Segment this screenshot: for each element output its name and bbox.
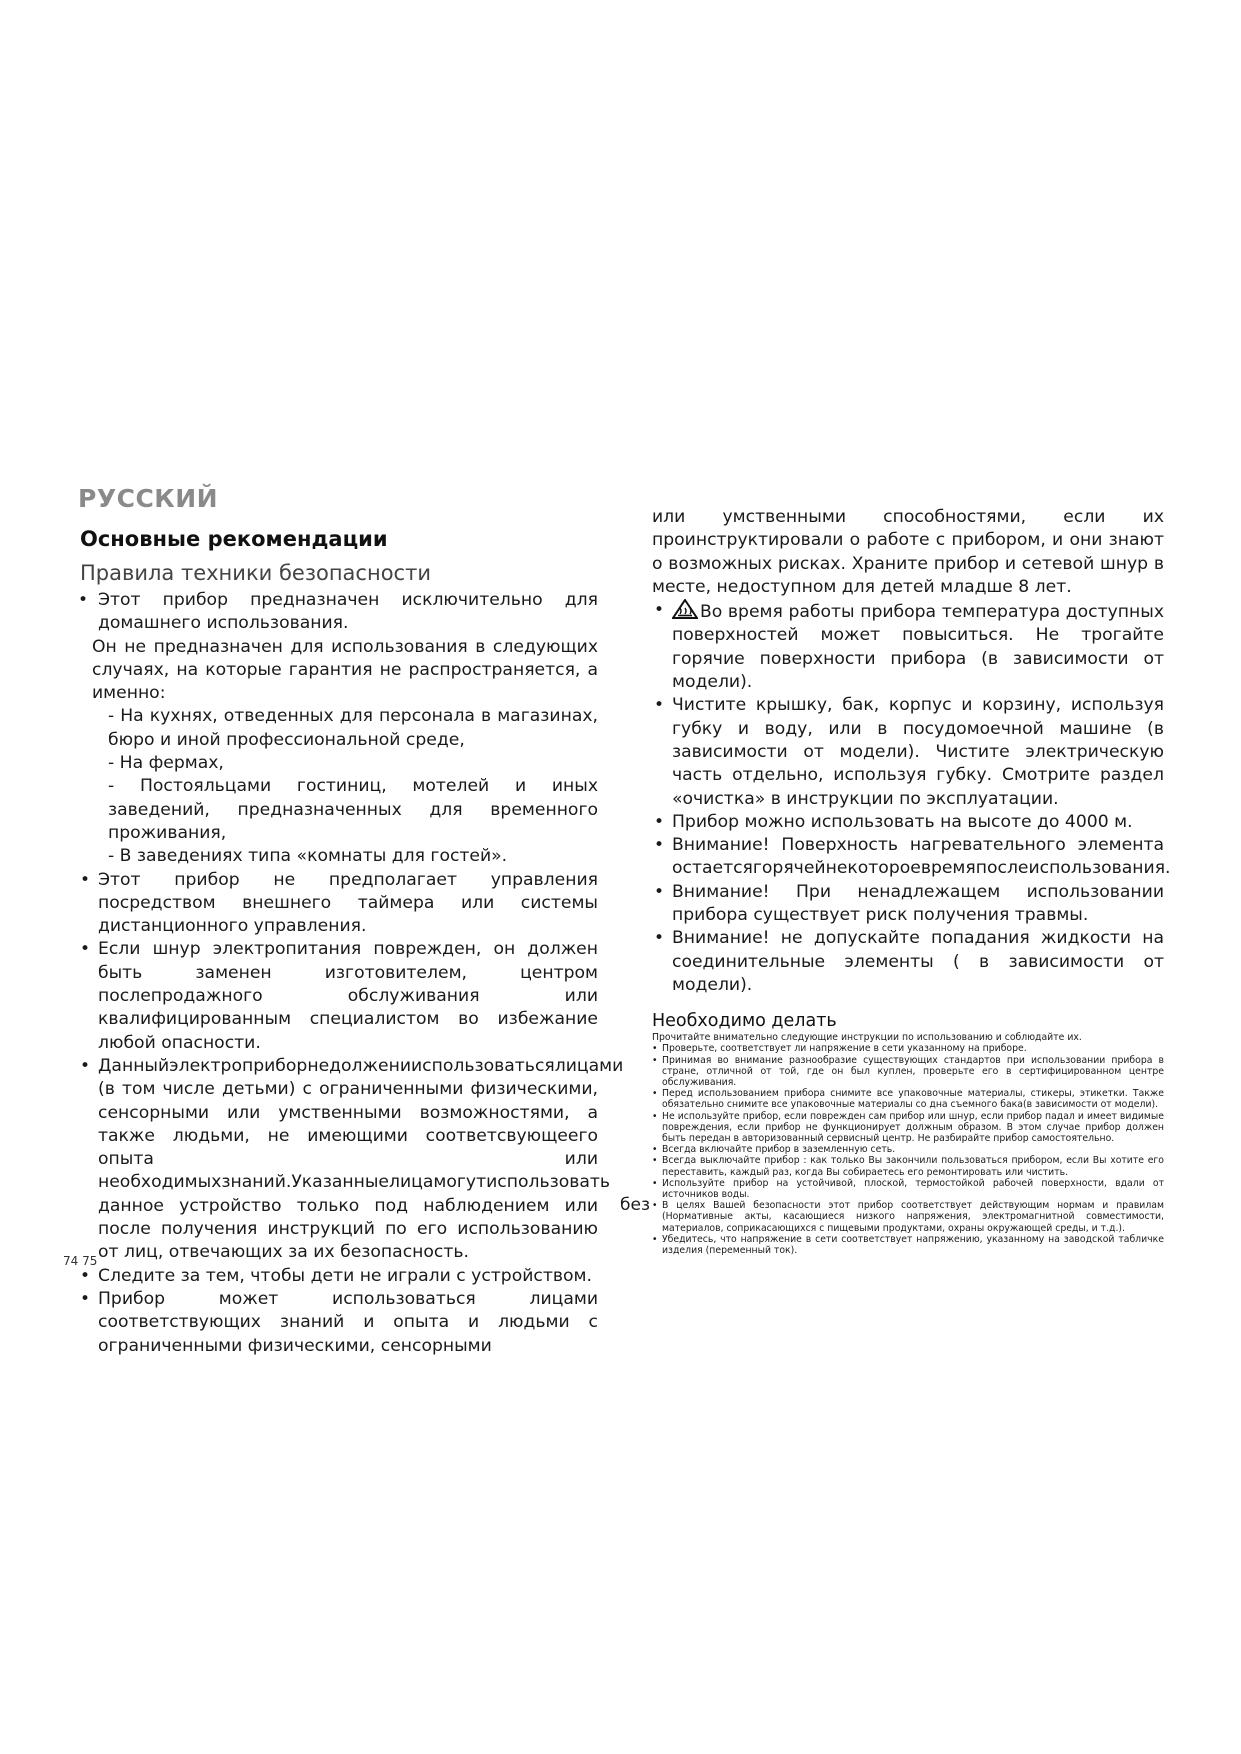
right-column — [652, 506, 1171, 1257]
continued-paragraph: или умственными способностями, если их проинструктировали о работе с прибором, и они знают о возможных рисках. Храните прибор и сетевой шнур в месте, недоступном для детей младше 8 лет. — [652, 507, 1164, 597]
hot-surfaces-text: Во время работы прибора температура доступных поверхностей может повыситься. Не трогайте горячие поверхности прибора (в зависимости от модели). — [672, 602, 1164, 693]
bullet-cleaning: • Чистите крышку, бак, корпус и корзину, используя губку и воду, или в посудомоечной машине (в зависимости от модели). Чистите электрическую часть отдельно, используя губку. Смотрите раздел «очистка» в инструкции по эксплуатации. — [652, 694, 1164, 810]
must-do-item: • Убедитесь, что напряжение в сети соответствует напряжению, указанному на заводской табличке изделия (переменный ток). — [652, 1234, 1164, 1256]
section-title: Основные рекомендации — [80, 527, 388, 551]
language-heading: РУССКИЙ — [78, 484, 219, 513]
must-do-intro: Прочитайте внимательно следующие инструкции по использованию и соблюдайте их. — [652, 1032, 1082, 1044]
must-do-item: • Всегда выключайте прибор : как только Вы закончили пользоваться прибором, если Вы хотите его переставить, каждый раз, когда Вы собираетесь его ремонтировать или чистить. — [652, 1155, 1164, 1177]
bullet-children-play: • Следите за тем, чтобы дети не играли с устройством. — [78, 1265, 598, 1288]
bullet-hot-surfaces — [652, 599, 1164, 694]
bullet-limited-capabilities: • Данныйэлектроприборнедолженииспользоватьсялицами (в том числе детьми) с ограниченными физическими, сенсорными или умственными возможностями, а также людьми, не имеющими соответсвующеего опыта или необходимыхзнаний.Указанныелицамогутиспользовать данное устройство только под наблюдением или после получения инструкций по его использованию от лиц, отвечающих за их безопасность. — [78, 1055, 598, 1265]
page-number: 74 75 — [63, 1254, 98, 1268]
margin-word: без — [620, 1195, 650, 1215]
bullet-household-use: • Этот прибор предназначен исключительно для домашнего использования. — [78, 589, 598, 636]
bullet-external-timer: • Этот прибор не предполагает управления посредством внешнего таймера или системы дистанционного управления. — [78, 869, 598, 939]
must-do-item: • Проверьте, соответствует ли напряжение в сети указанному на приборе. — [652, 1043, 1164, 1054]
paragraph-not-intended: Он не предназначен для использования в следующих случаях, на которые гарантия не распространяется, а именно: — [92, 636, 598, 704]
dash-item-hotels: - Постояльцами гостиниц, мотелей и иных заведений, предназначенных для временного проживания, — [108, 776, 598, 843]
must-do-item: • Принимая во внимание разнообразие существующих стандартов при использовании прибора в стране, отличной от той, где он был куплен, проверьте его в сертифицированном центре обслуживания. — [652, 1055, 1164, 1089]
must-do-item: • Используйте прибор на устойчивой, плоской, термостойкой рабочей поверхности, вдали от источников воды. — [652, 1178, 1164, 1200]
must-do-item: • В целях Вашей безопасности этот прибор соответствует действующим нормам и правилам (Нормативные акты, касающиеся низкого напряжения, электромагнитной совместимости, материалов, соприкасающихся с пищевыми продуктами, охраны окружающей среды, и т.д.). — [652, 1200, 1164, 1234]
bullet-damaged-cord: • Если шнур электропитания поврежден, он должен быть заменен изготовителем, центром послепродажного обслуживания или квалифицированным специалистом во избежание любой опасности. — [78, 938, 598, 1054]
bullet-heating-element: • Внимание! Поверхность нагревательного элемента остаетсягорячейнекотороевремяпослеиспользования. — [652, 834, 1164, 881]
must-do-heading: Необходимо делать — [652, 1011, 837, 1032]
dash-item-kitchens: - На кухнях, отведенных для персонала в магазинах, бюро и иной профессиональной среде, — [108, 706, 598, 750]
must-do-item: • Всегда включайте прибор в заземленную сеть. — [652, 1144, 1164, 1155]
must-do-item: • Перед использованием прибора снимите все упаковочные материалы, стикеры, этикетки. Также обязательно снимите все упаковочные материалы со дна съемного бака(в зависимости от модели). — [652, 1088, 1164, 1110]
left-column — [78, 484, 624, 1358]
must-do-item: • Не используйте прибор, если поврежден сам прибор или шнур, если прибор падал и имеет видимые повреждения, если прибор не функционирует должным образом. В этом случае прибор должен быть передан в авторизованный сервисный центр. Не разбирайте прибор самостоятельно. — [652, 1111, 1164, 1145]
bullet-injury-risk: • Внимание! При ненадлежащем использовании прибора существует риск получения травмы. — [652, 881, 1164, 928]
bullet-altitude: • Прибор можно использовать на высоте до 4000 м. — [652, 811, 1164, 834]
hot-surface-warning-icon — [672, 599, 698, 619]
bullet-supervised-use: • Прибор может использоваться лицами соответствующих знаний и опыта и людьми с ограниченными физическими, сенсорными — [78, 1288, 598, 1358]
section-subtitle: Правила техники безопасности — [80, 561, 431, 585]
dash-item-guest-rooms: - В заведениях типа «комнаты для гостей». — [108, 846, 508, 867]
dash-item-farms: - На фермах, — [108, 753, 224, 774]
bullet-liquid-connectors: • Внимание! не допускайте попадания жидкости на соединительные элементы ( в зависимости от модели). — [652, 927, 1164, 997]
